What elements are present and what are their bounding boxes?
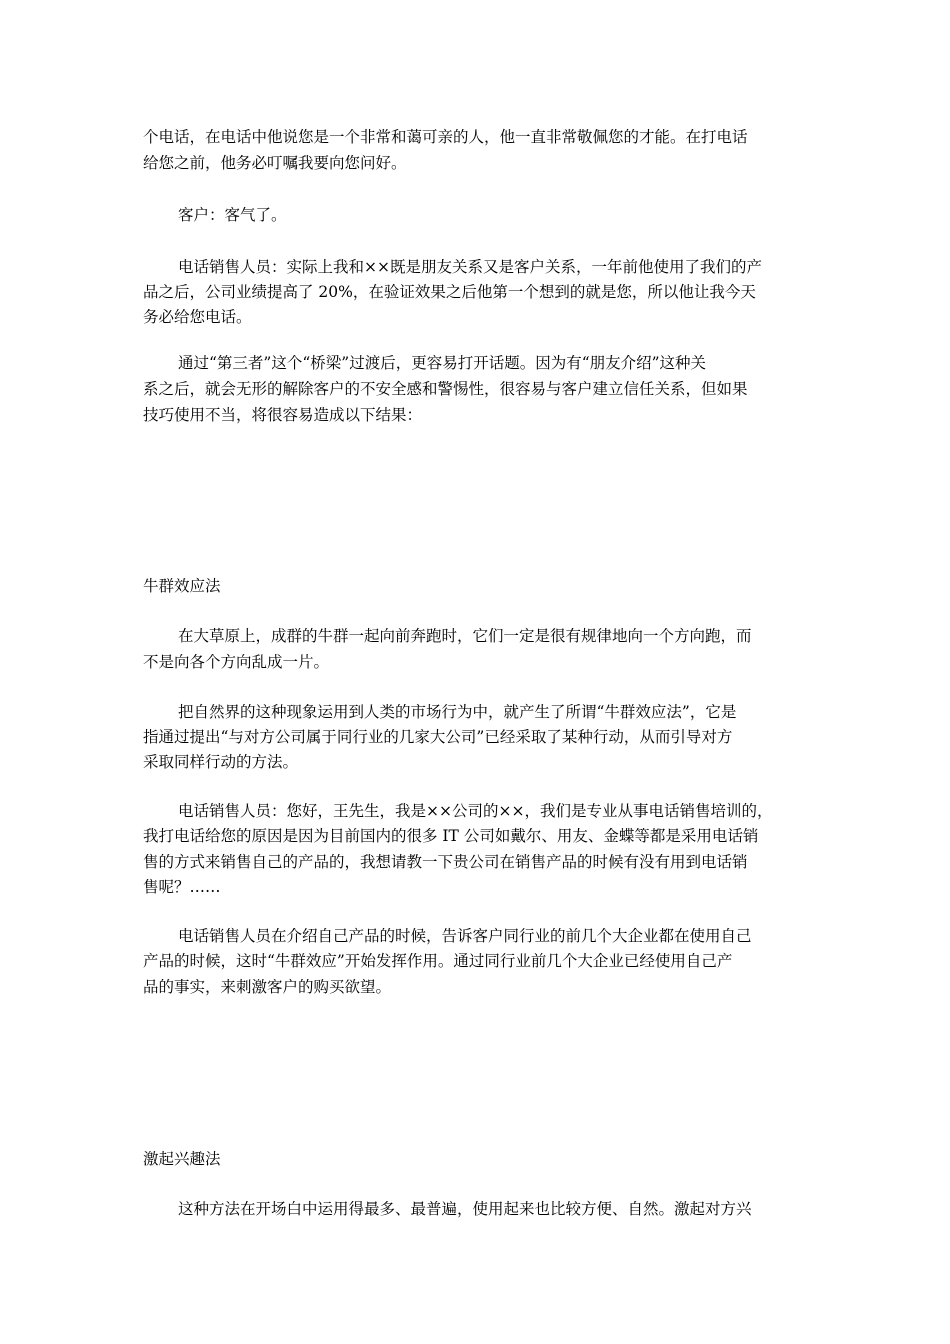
section-heading: 激起兴趣法: [143, 1150, 221, 1168]
paragraph-line: 在大草原上，成群的牛群一起向前奔跑时，它们一定是很有规律地向一个方向跑，而: [178, 627, 752, 645]
paragraph-line: 电话销售人员：实际上我和××既是朋友关系又是客户关系，一年前他使用了我们的产: [178, 258, 762, 276]
paragraph-line: 电话销售人员：您好，王先生，我是××公司的××，我们是专业从事电话销售培训的，: [178, 802, 773, 820]
paragraph-line: 不是向各个方向乱成一片。: [143, 653, 330, 671]
paragraph-line: 采取同样行动的方法。: [143, 753, 299, 771]
paragraph-line: 指通过提出“与对方公司属于同行业的几家大公司”已经采取了某种行动，从而引导对方: [143, 728, 733, 746]
paragraph-line: 这种方法在开场白中运用得最多、最普遍，使用起来也比较方便、自然。激起对方兴: [178, 1200, 752, 1218]
paragraph-line: 系之后，就会无形的解除客户的不安全感和警惕性，很容易与客户建立信任关系，但如果: [143, 380, 748, 398]
paragraph-line: 把自然界的这种现象运用到人类的市场行为中，就产生了所谓“牛群效应法”，它是: [178, 703, 737, 721]
paragraph-line: 技巧使用不当，将很容易造成以下结果：: [143, 406, 423, 424]
paragraph-line: 个电话，在电话中他说您是一个非常和蔼可亲的人，他一直非常敬佩您的才能。在打电话: [143, 128, 748, 146]
paragraph-line: 通过“第三者”这个“桥梁”过渡后，更容易打开话题。因为有“朋友介绍”这种关: [178, 354, 707, 372]
paragraph-line: 产品的时候，这时“牛群效应”开始发挥作用。通过同行业前几个大企业已经使用自己产: [143, 952, 733, 970]
paragraph-line: 电话销售人员在介绍自己产品的时候，告诉客户同行业的前几个大企业都在使用自己: [178, 927, 752, 945]
paragraph-line: 品之后，公司业绩提高了 20%，在验证效果之后他第一个想到的就是您，所以他让我今天: [143, 283, 756, 301]
paragraph-line: 售的方式来销售自己的产品的，我想请教一下贵公司在销售产品的时候有没有用到电话销: [143, 853, 748, 871]
paragraph-line: 给您之前，他务必叮嘱我要向您问好。: [143, 154, 407, 172]
paragraph-line: 我打电话给您的原因是因为目前国内的很多 IT 公司如戴尔、用友、金蝶等都是采用电话销: [143, 827, 759, 845]
section-heading: 牛群效应法: [143, 577, 221, 595]
paragraph-line: 品的事实，来刺激客户的购买欲望。: [143, 978, 392, 996]
paragraph-line: 售呢？……: [143, 878, 221, 896]
paragraph-line: 客户：客气了。: [178, 206, 287, 224]
paragraph-line: 务必给您电话。: [143, 308, 252, 326]
